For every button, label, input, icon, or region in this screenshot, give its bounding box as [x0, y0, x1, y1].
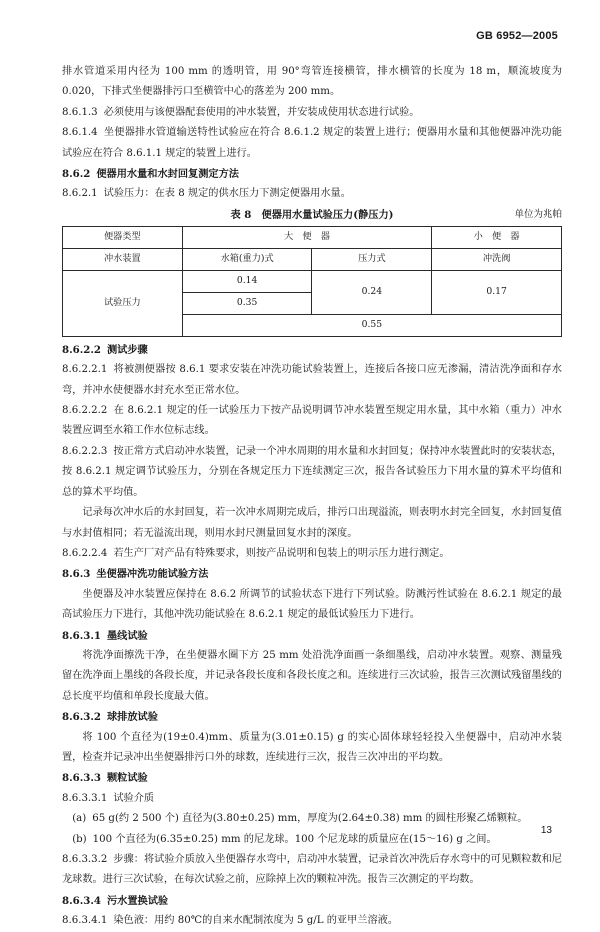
clause-text: 染色液：用约 80℃的自来水配制浓度为 5 g/L 的亚甲兰溶液。 [113, 915, 399, 927]
heading-title: 坐便器冲洗功能试验方法 [96, 568, 209, 581]
header-cell: 冲水装置 [63, 248, 183, 270]
clause-text: 在 8.6.2.1 规定的任一试验压力下按产品说明调节冲水装置至规定用水量，其中水箱（重力）冲水装置应调至水箱工作水位标志线。 [62, 405, 562, 437]
paragraph-flush-conditions: 坐便器及冲水装置应保持在 8.6.2 所调节的试验状态下进行下列试验。防溅污性试验在 8.6.2.1 规定的最高试验压力下进行，其他冲洗功能试验在 8.6.2.1 规定的最低试验压力下进行。 [62, 588, 562, 621]
paragraph-ball-test: 将 100 个直径为(19±0.4)mm、质量为(3.01±0.15) g 的实心固体球轻轻投入坐便器中，启动冲水装置，检查并记录冲出坐便器排污口外的球数，连续进行三次，报告三次冲出的平均数。 [62, 731, 562, 763]
header-cell: 大 便 器 [182, 226, 431, 248]
table-8-caption [62, 205, 562, 225]
value-cell: 0.24 [312, 270, 432, 314]
heading-number: 8.6.3.1 [62, 629, 101, 642]
header-cell: 冲洗阀 [432, 248, 562, 270]
clause-8-6-3-4-1 [62, 911, 562, 931]
heading-title: 墨线试验 [107, 629, 148, 642]
clause-8-6-1-3 [62, 103, 562, 123]
heading-number: 8.6.2 [62, 168, 91, 181]
clause-number: 8.6.3.3.1 [62, 792, 108, 804]
paragraph-water-seal-record: 记录每次冲水后的水封回复，若一次冲水周期完成后，排污口出现溢流，则表明水封完全回复，水封回复值与水封值相同；若无溢流出现，则用水封尺测量回复水封的深度。 [62, 507, 562, 539]
header-cell: 水箱(重力)式 [182, 248, 312, 270]
heading-title: 颗粒试验 [107, 772, 148, 785]
heading-8-6-3 [62, 564, 562, 584]
table-8 [62, 226, 562, 337]
heading-title: 测试步骤 [107, 343, 148, 356]
list-text: 65 g(约 2 500 个) 直径为(3.80±0.25) mm，厚度为(2.64±0.38) mm 的圆柱形聚乙烯颗粒。 [92, 813, 528, 825]
table-unit: 单位为兆帕 [514, 208, 562, 220]
standard-code: GB 6952—2005 [476, 30, 558, 42]
page-number: 13 [540, 825, 552, 836]
table-row [63, 226, 562, 248]
heading-number: 8.6.3 [62, 568, 91, 581]
heading-8-6-2 [62, 164, 562, 184]
paragraph-pipe-spec: 排水管道采用内径为 100 mm 的透明管，用 90°弯管连接横管，排水横管的长度为 18 m，顺流坡度为 0.020，下排式坐便器排污口至横管中心的落差为 200 mm。 [62, 66, 562, 98]
clause-8-6-2-1 [62, 184, 562, 204]
paragraph-ink-line-test: 将洗净面擦洗干净，在坐便器水圈下方 25 mm 处沿洗净面画一条细墨线，启动冲水装置。观察、测量残留在洗净面上墨线的各段长度，并记录各段长度和各段长度之和。连续进行三次试验，报告三次测试残留墨线的总长度平均值和单段长度最大值。 [62, 649, 562, 702]
clause-number: 8.6.2.2.3 [62, 445, 108, 457]
clause-text: 试验压力：在表 8 规定的供水压力下测定便器用水量。 [103, 188, 351, 200]
heading-title: 污水置换试验 [107, 894, 169, 907]
clause-text: 必须使用与该便器配套使用的冲水装置，并安装成使用状态进行试验。 [103, 106, 420, 118]
value-cell: 0.35 [182, 292, 312, 314]
heading-8-6-3-3 [62, 768, 562, 788]
heading-8-6-3-4 [62, 891, 562, 911]
table-row [63, 270, 562, 292]
clause-8-6-3-3-1 [62, 789, 562, 809]
list-text: 100 个直径为(6.35±0.25) mm 的尼龙球。100 个尼龙球的质量应在(15～16) g 之间。 [92, 833, 497, 845]
list-label: (a) [72, 813, 87, 825]
value-cell: 0.14 [182, 270, 312, 292]
header-cell: 压力式 [312, 248, 432, 270]
heading-number: 8.6.3.4 [62, 894, 101, 907]
clause-number: 8.6.2.2.4 [62, 547, 108, 559]
list-item-a [62, 809, 562, 829]
clause-text: 步骤：将试验介质放入坐便器存水弯中，启动冲水装置，记录首次冲洗后存水弯中的可见颗粒数和尼龙球数。进行三次试验，在每次试验之前，应除掉上次的颗粒冲洗。报告三次测定的平均数。 [62, 854, 562, 886]
heading-title: 便器用水量和水封回复测定方法 [96, 168, 239, 181]
clause-number: 8.6.3.4.1 [62, 915, 108, 927]
table-title: 表 8 便器用水量试验压力(静压力) [230, 208, 394, 221]
clause-8-6-2-2-2 [62, 401, 562, 442]
heading-8-6-2-2 [62, 340, 562, 360]
clause-text: 试验介质 [113, 792, 155, 804]
body-text [62, 62, 562, 932]
heading-number: 8.6.3.3 [62, 772, 101, 785]
heading-8-6-3-2 [62, 707, 562, 727]
heading-title: 球排放试验 [107, 711, 158, 724]
clause-number: 8.6.2.1 [62, 188, 98, 200]
clause-number: 8.6.1.3 [62, 106, 98, 118]
table-row [63, 248, 562, 270]
clause-number: 8.6.1.4 [62, 127, 98, 139]
list-label: (b) [72, 833, 87, 845]
clause-text: 按正常方式启动冲水装置，记录一个冲水周期的用水量和水封回复；保持冲水装置此时的安装状态，按 8.6.2.1 规定调节试验压力，分别在各规定压力下连续测定三次，报告各试验压力下用水量的算术平均值和总的算术平均值。 [62, 445, 562, 498]
clause-number: 8.6.2.2.2 [62, 405, 108, 417]
clause-8-6-2-2-3 [62, 442, 562, 503]
clause-number: 8.6.2.2.1 [62, 364, 108, 376]
row-label-cell: 试验压力 [63, 270, 183, 336]
heading-number: 8.6.2.2 [62, 343, 101, 356]
heading-8-6-3-1 [62, 626, 562, 646]
clause-8-6-3-3-2 [62, 850, 562, 891]
clause-text: 坐便器排水管道输送特性试验应在符合 8.6.1.2 规定的装置上进行；便器用水量和其他便器冲洗功能试验应在符合 8.6.1.1 规定的装置上进行。 [62, 127, 562, 159]
clause-8-6-1-4 [62, 123, 562, 164]
heading-number: 8.6.3.2 [62, 711, 101, 724]
header-cell: 小 便 器 [432, 226, 562, 248]
clause-text: 若生产厂对产品有特殊要求，则按产品说明和包装上的明示压力进行测定。 [113, 547, 450, 559]
value-cell: 0.17 [432, 270, 562, 314]
header-cell: 便器类型 [63, 226, 183, 248]
clause-text: 将被测便器按 8.6.1 要求安装在冲洗功能试验装置上，连接后各接口应无渗漏，清洁洗净面和存水弯，并冲水使便器水封充水至正常水位。 [62, 364, 562, 396]
clause-number: 8.6.3.3.2 [62, 854, 108, 865]
clause-8-6-2-2-4 [62, 544, 562, 564]
value-cell: 0.55 [182, 314, 561, 336]
clause-8-6-2-2-1 [62, 360, 562, 401]
list-item-b [62, 830, 562, 850]
